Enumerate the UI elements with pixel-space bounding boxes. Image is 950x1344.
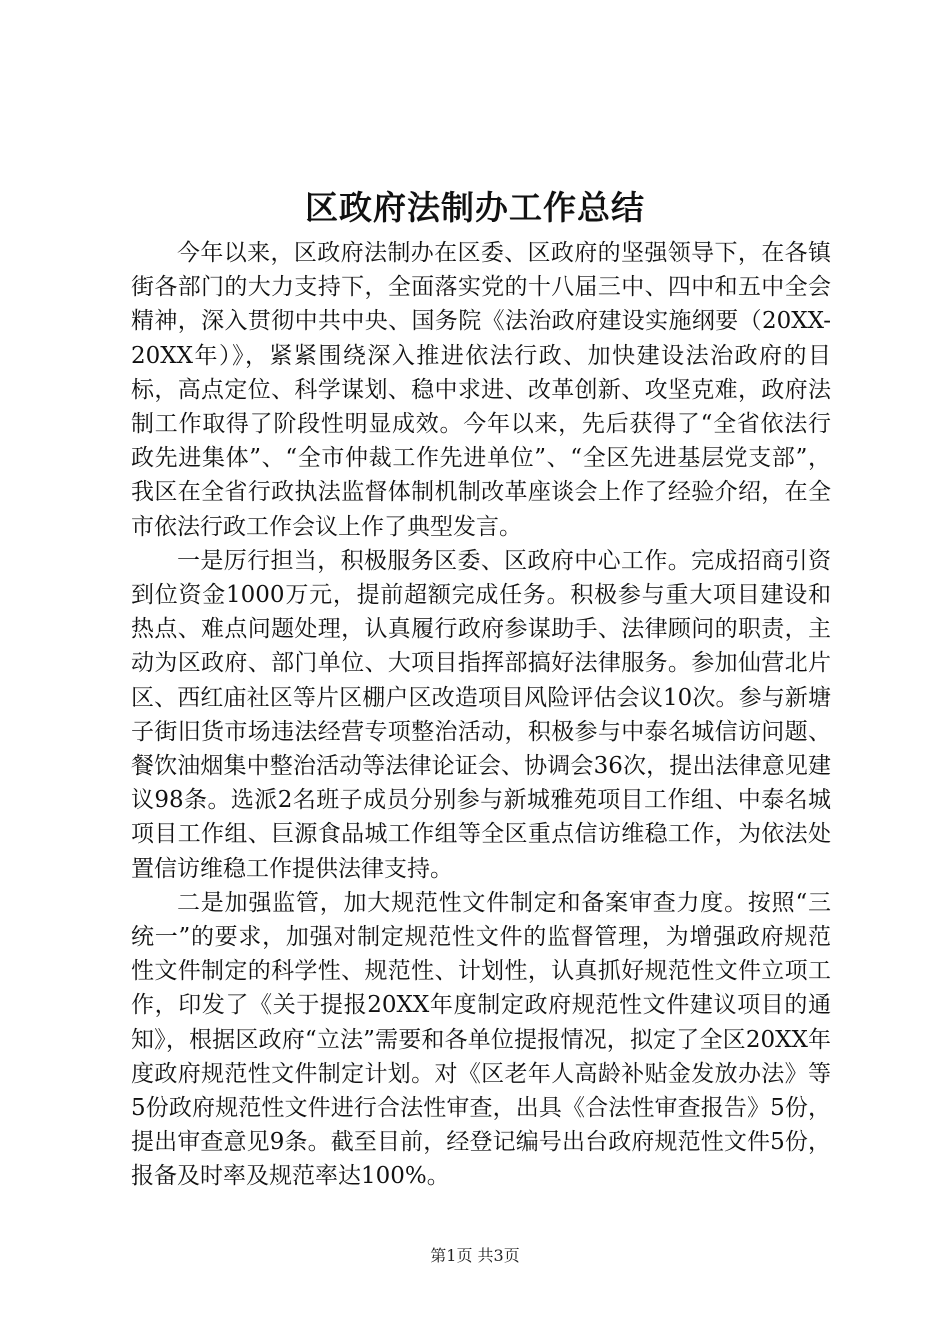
document-body: [131, 236, 831, 1194]
paragraph-intro: 今年以来，区政府法制办在区委、区政府的坚强领导下，在各镇街各部门的大力支持下，全面落实党的十八届三中、四中和五中全会精神，深入贯彻中共中央、国务院《法治政府建设实施纲要（20XX-20XX年）》，紧紧围绕深入推进依法行政、加快建设法治政府的目标，高点定位、科学谋划、稳中求进、改革创新、攻坚克难，政府法制工作取得了阶段性明显成效。今年以来，先后获得了“全省依法行政先进集体”、“全市仲裁工作先进单位”、“全区先进基层党支部”，我区在全省行政执法监督体制机制改革座谈会上作了经验介绍，在全市依法行政工作会议上作了典型发言。: [131, 240, 831, 540]
page-number-footer: 第1页 共3页: [430, 1246, 520, 1265]
paragraph-point-one: 一是厉行担当，积极服务区委、区政府中心工作。完成招商引资到位资金1000万元，提前超额完成任务。积极参与重大项目建设和热点、难点问题处理，认真履行政府参谋助手、法律顾问的职责，主动为区政府、部门单位、大项目指挥部搞好法律服务。参加仙营北片区、西红庙社区等片区棚户区改造项目风险评估会议10次。参与新塘子街旧货市场违法经营专项整治活动，积极参与中泰名城信访问题、餐饮油烟集中整治活动等法律论证会、协调会36次，提出法律意见建议98条。选派2名班子成员分别参与新城雅苑项目工作组、中泰名城项目工作组、巨源食品城工作组等全区重点信访维稳工作，为依法处置信访维稳工作提供法律支持。: [131, 547, 831, 882]
paragraph-point-two: 二是加强监管，加大规范性文件制定和备案审查力度。按照“三统一”的要求，加强对制定规范性文件的监督管理，为增强政府规范性文件制定的科学性、规范性、计划性，认真抓好规范性文件立项工作，印发了《关于提报20XX年度制定政府规范性文件建议项目的通知》，根据区政府“立法”需要和各单位提报情况，拟定了全区20XX年度政府规范性文件制定计划。对《区老年人高龄补贴金发放办法》等5份政府规范性文件进行合法性审查，出具《合法性审查报告》5份，提出审查意见9条。截至目前，经登记编号出台政府规范性文件5份，报备及时率及规范率达100%。: [131, 889, 831, 1190]
document-title: 区政府法制办工作总结: [305, 188, 645, 227]
